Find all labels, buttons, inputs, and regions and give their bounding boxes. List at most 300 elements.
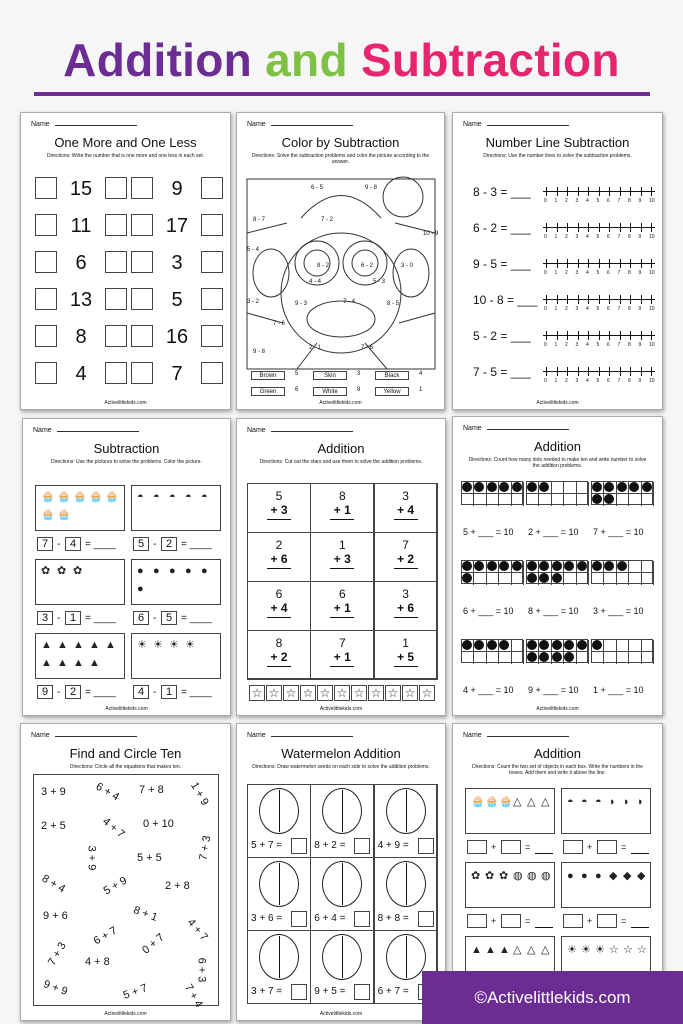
tick-mark	[651, 187, 652, 196]
worksheet-title: Subtraction	[93, 441, 160, 456]
tick-mark	[557, 295, 558, 304]
worksheet-directions: Directions: Draw watermelon seeds on each side to solve the addition problems.	[252, 764, 430, 770]
flower-icon: ✿	[41, 565, 51, 577]
tick-label: 6	[607, 270, 610, 276]
frame-cell	[617, 652, 629, 664]
tick-label: 2	[565, 306, 568, 312]
crayon-number: 5	[295, 371, 299, 377]
sun-icon: ☀	[185, 639, 195, 651]
tick-mark	[620, 187, 621, 196]
tick-label: 4	[586, 342, 589, 348]
tick-label: 10	[649, 306, 655, 312]
equation: 0 + 7	[140, 931, 167, 957]
crayon-label: White	[313, 387, 347, 396]
number-right: 7	[171, 363, 183, 385]
tick-label: 3	[575, 198, 579, 204]
frame-cell	[552, 482, 564, 494]
answer-box	[201, 177, 223, 199]
plus-sign: +	[587, 842, 593, 852]
dot-counter	[487, 482, 497, 492]
tick-mark	[578, 331, 579, 340]
frame-cell	[487, 494, 499, 506]
addend-bottom: + 4	[270, 601, 288, 615]
tree-icon: ▲	[41, 657, 52, 669]
tick-mark	[546, 367, 547, 376]
tree-icon: ▲	[57, 657, 68, 669]
equals-line: = ____	[181, 687, 212, 698]
worksheet-footer: Activelittlekids.com	[319, 1011, 363, 1017]
plus-sign: +	[491, 916, 497, 926]
frame-cell	[564, 494, 576, 506]
star-icon: ☆	[402, 685, 418, 701]
minuend-box: 6	[133, 611, 149, 625]
tick-label: 9	[638, 378, 642, 384]
answer-box	[35, 325, 57, 347]
cupcake-icon: 🧁	[57, 509, 71, 521]
answer-box	[35, 251, 57, 273]
picture-box	[561, 788, 651, 834]
tick-mark	[588, 295, 589, 304]
picture-box	[465, 788, 555, 834]
tick-mark	[567, 223, 568, 232]
tick-label: 9	[638, 270, 642, 276]
tick-label: 2	[565, 234, 568, 240]
equation: 8 + 4	[39, 872, 68, 896]
dot-counter	[462, 482, 472, 492]
tree-icon: ▲	[89, 657, 100, 669]
problem-label: 3 - 2	[247, 299, 260, 305]
tick-label: 0	[544, 342, 547, 348]
dot-counter	[512, 482, 522, 492]
answer-box	[35, 288, 57, 310]
cupcake-icon: 🧁	[89, 491, 103, 503]
tick-label: 7	[617, 306, 621, 312]
tick-mark	[630, 187, 631, 196]
object-icon: 🧁	[499, 796, 513, 808]
tick-label: 7	[617, 270, 621, 276]
star-icon: ☆	[351, 685, 367, 701]
sum-line	[330, 617, 354, 618]
answer-box	[354, 984, 370, 1000]
tick-mark	[641, 187, 642, 196]
problem-label: 7 - 4	[343, 299, 356, 305]
worksheet-number-line-subtraction[interactable]	[452, 112, 663, 410]
tick-label: 3	[575, 234, 579, 240]
addend-top: 8	[275, 636, 283, 650]
worksheet-title: Find and Circle Ten	[69, 746, 182, 761]
addition-problem: 3 + 6 =	[251, 913, 283, 924]
addend-top: 7	[338, 636, 346, 650]
worksheet-title: One More and One Less	[54, 135, 197, 150]
tick-mark	[651, 367, 652, 376]
tick-mark	[609, 187, 610, 196]
tick-mark	[609, 259, 610, 268]
addition-problem: 9 + 5 =	[314, 986, 346, 997]
frame-cell	[474, 494, 486, 506]
tick-mark	[557, 331, 558, 340]
tick-label: 3	[575, 306, 579, 312]
tick-label: 5	[596, 198, 600, 204]
make-ten-problem: 9 + ___ = 10	[528, 685, 579, 695]
object-icon: ▲	[471, 944, 482, 956]
minus-sign: -	[153, 613, 157, 624]
number-left: 4	[75, 363, 87, 385]
addend-top: 6	[275, 587, 283, 601]
frame-cell	[629, 640, 641, 652]
subtrahend-box: 1	[161, 685, 177, 699]
tick-label: 2	[565, 378, 568, 384]
addition-problem: 8 + 8 =	[377, 913, 409, 924]
problem-label: 2 - 1	[309, 345, 322, 351]
tick-label: 7	[617, 342, 621, 348]
dot-counter	[577, 561, 587, 571]
title-word-addition: Addition	[63, 34, 253, 86]
object-icon: ◍	[541, 870, 551, 882]
equation: 3 + 9	[41, 786, 66, 798]
number-left: 6	[75, 252, 87, 274]
frame-cell	[499, 652, 511, 664]
object-icon: ◆	[623, 870, 632, 882]
tree-icon: ▲	[73, 639, 84, 651]
tick-mark	[599, 187, 600, 196]
sum-line	[267, 519, 291, 520]
object-icon: ✿	[499, 870, 509, 882]
dot-counter	[592, 561, 602, 571]
answer-box	[105, 251, 127, 273]
crayon-label: Brown	[251, 371, 285, 380]
object-icon: ◓	[567, 796, 574, 808]
object-icon: ☀	[581, 944, 591, 956]
tick-label: 10	[649, 198, 655, 204]
tick-mark	[557, 367, 558, 376]
worksheet-title: Addition	[534, 439, 581, 454]
frame-cell	[642, 652, 654, 664]
addition-problem: 3 + 7 =	[251, 986, 283, 997]
tick-label: 6	[607, 198, 610, 204]
tick-label: 1	[554, 270, 558, 276]
apple-icon: ●	[153, 565, 160, 577]
addend-bottom: + 1	[333, 503, 351, 517]
star-icon: ☆	[283, 685, 299, 701]
answer-box	[131, 325, 153, 347]
addend-bottom: + 6	[270, 552, 288, 566]
tree-icon: ▲	[73, 657, 84, 669]
dot-counter	[592, 482, 602, 492]
worksheet-directions: Directions: Use the pictures to solve the problems. Color the picture.	[51, 459, 202, 465]
problem-label: 4 - 4	[309, 279, 322, 285]
subtraction-problem: 8 - 3 = ___	[473, 185, 531, 199]
tick-label: 4	[586, 378, 589, 384]
worksheet-footer: Activelittlekids.com	[319, 706, 363, 712]
crayon-label: Black	[375, 371, 409, 380]
cupcake-icon: 🧁	[41, 491, 55, 503]
minuend-box: 7	[37, 537, 53, 551]
equation: 5 + 7	[121, 982, 150, 1002]
problem-label: 8 - 7	[253, 217, 266, 223]
subtraction-problem: 5 - 2 = ___	[473, 329, 531, 343]
subtrahend-box: 5	[161, 611, 177, 625]
answer-line	[535, 853, 553, 854]
tick-label: 9	[638, 234, 642, 240]
equation: 9 + 9	[41, 978, 70, 998]
tick-mark	[567, 259, 568, 268]
frame-cell	[617, 640, 629, 652]
dot-counter	[642, 482, 652, 492]
frame-cell	[577, 573, 589, 585]
make-ten-problem: 3 + ___ = 10	[593, 606, 644, 616]
tick-mark	[620, 331, 621, 340]
frame-cell	[462, 652, 474, 664]
answer-box	[354, 838, 370, 854]
tick-label: 6	[607, 234, 610, 240]
object-icon: ●	[595, 870, 602, 882]
tick-label: 2	[565, 198, 568, 204]
tick-mark	[599, 259, 600, 268]
addend-bottom: + 1	[333, 650, 351, 664]
dot-counter	[552, 561, 562, 571]
answer-line	[535, 927, 553, 928]
tick-label: 10	[649, 234, 655, 240]
tick-mark	[557, 223, 558, 232]
tick-label: 7	[617, 234, 621, 240]
equation: 7 + 4	[181, 982, 205, 1010]
frame-cell	[604, 573, 616, 585]
object-icon: ◆	[609, 870, 618, 882]
tick-mark	[588, 223, 589, 232]
tick-label: 4	[586, 270, 589, 276]
object-icon: ✿	[485, 870, 495, 882]
tick-mark	[546, 295, 547, 304]
frame-cell	[577, 494, 589, 506]
equation: 4 + 8	[85, 956, 110, 968]
object-icon: ☆	[623, 944, 633, 956]
tick-mark	[578, 223, 579, 232]
equation: 3 + 9	[85, 845, 98, 871]
number-left: 11	[70, 215, 92, 237]
apple-icon: ●	[169, 565, 176, 577]
tick-label: 10	[649, 342, 655, 348]
tick-label: 5	[596, 306, 600, 312]
problem-label: 8 - 5	[387, 301, 400, 307]
tick-mark	[651, 295, 652, 304]
tick-label: 10	[649, 270, 655, 276]
plus-sign: +	[587, 916, 593, 926]
worksheet-color-by-subtraction[interactable]	[236, 112, 445, 410]
problem-label: 6 - 2	[361, 263, 374, 269]
apple-icon: ●	[201, 565, 208, 577]
addend-bottom: + 2	[397, 552, 415, 566]
tick-mark	[578, 259, 579, 268]
equation: 7 + 8	[139, 784, 164, 796]
tree-icon: ▲	[41, 639, 52, 651]
tick-mark	[588, 259, 589, 268]
sun-icon: ☀	[153, 639, 163, 651]
title-word-subtraction: Subtraction	[360, 34, 620, 86]
watermelon-divider	[342, 863, 343, 905]
worksheet-title: Color by Subtraction	[281, 135, 400, 150]
answer-box	[201, 288, 223, 310]
tick-label: 6	[607, 306, 610, 312]
frame-cell	[564, 482, 576, 494]
problem-label: 9 - 3	[295, 301, 308, 307]
tick-mark	[599, 331, 600, 340]
tick-label: 4	[586, 306, 589, 312]
title-underline	[34, 92, 650, 96]
minus-sign: -	[153, 687, 157, 698]
answer-line	[631, 927, 649, 928]
object-icon: △	[527, 796, 536, 808]
cupcake-icon: 🧁	[105, 491, 119, 503]
object-icon: ●	[567, 870, 574, 882]
monkey-coloring-picture	[237, 113, 445, 410]
tick-mark	[630, 367, 631, 376]
object-icon: ●	[581, 870, 588, 882]
site-watermark-badge[interactable]: ©Activelittlekids.com	[422, 971, 683, 1024]
watermelon-divider	[342, 790, 343, 832]
tick-mark	[641, 223, 642, 232]
answer-line	[631, 853, 649, 854]
dot-counter	[552, 652, 562, 662]
addend-top: 8	[338, 489, 346, 503]
sum-line	[330, 666, 354, 667]
addend-top: 3	[402, 587, 409, 601]
tick-mark	[567, 295, 568, 304]
worksheet-one-more-one-less[interactable]	[20, 112, 231, 410]
equals-line: = ____	[85, 687, 116, 698]
dot-counter	[577, 640, 587, 650]
tick-mark	[588, 367, 589, 376]
worksheet-watermelon-addition[interactable]	[236, 723, 446, 1021]
frame-cell	[474, 652, 486, 664]
answer-box	[201, 325, 223, 347]
name-line: Name	[247, 121, 353, 128]
frame-cell	[592, 573, 604, 585]
worksheet-addition-ten-frames[interactable]	[452, 416, 663, 716]
tick-mark	[578, 187, 579, 196]
sum-line	[330, 568, 354, 569]
worksheet-subtraction-pictures[interactable]	[22, 418, 231, 716]
answer-box	[418, 911, 434, 927]
frame-cell	[617, 494, 629, 506]
watermelon-icon: ◓	[153, 491, 160, 503]
tick-label: 5	[596, 378, 600, 384]
answer-box	[105, 288, 127, 310]
tick-mark	[630, 259, 631, 268]
answer-box	[467, 840, 487, 854]
tick-mark	[620, 367, 621, 376]
worksheet-title: Watermelon Addition	[281, 746, 401, 761]
worksheet-find-and-circle-ten[interactable]	[20, 723, 231, 1021]
dot-counter	[462, 573, 472, 583]
tick-mark	[588, 331, 589, 340]
dot-counter	[527, 640, 537, 650]
object-icon: ◓	[595, 796, 602, 808]
object-icon: ◗	[609, 796, 616, 808]
object-icon: ◍	[527, 870, 537, 882]
number-left: 15	[69, 178, 93, 200]
star-icon: ☆	[385, 685, 401, 701]
object-icon: ▲	[499, 944, 510, 956]
tick-mark	[578, 367, 579, 376]
answer-box	[201, 214, 223, 236]
addend-bottom: + 3	[333, 552, 351, 566]
object-icon: ◆	[637, 870, 646, 882]
answer-box	[131, 214, 153, 236]
make-ten-problem: 7 + ___ = 10	[593, 527, 644, 537]
frame-cell	[512, 573, 524, 585]
name-line: Name	[247, 427, 353, 434]
number-right: 17	[165, 215, 189, 237]
minuend-box: 5	[133, 537, 149, 551]
worksheet-footer: Activelittlekids.com	[104, 400, 147, 406]
answer-box	[201, 362, 223, 384]
equals-sign: =	[621, 916, 627, 926]
answer-box	[105, 177, 127, 199]
tick-label: 8	[628, 270, 631, 276]
flower-icon: ✿	[73, 565, 83, 577]
frame-cell	[474, 573, 486, 585]
worksheet-addition-stars[interactable]	[236, 418, 446, 716]
frame-cell	[512, 640, 524, 652]
problem-label: 3 - 0	[401, 263, 414, 269]
frame-cell	[552, 494, 564, 506]
problem-label: 5 - 3	[373, 279, 386, 285]
tick-label: 1	[554, 234, 558, 240]
worksheet-directions: Directions: Cut out the stars and use them to solve the addition problems.	[259, 459, 423, 465]
name-line: Name	[247, 732, 353, 739]
answer-box	[131, 177, 153, 199]
dot-counter	[617, 482, 627, 492]
name-line: Name	[33, 427, 139, 434]
answer-box	[131, 362, 153, 384]
object-icon: △	[513, 796, 522, 808]
apple-icon: ●	[137, 583, 144, 595]
equals-line: = ____	[181, 539, 212, 550]
worksheet-footer: Activelittlekids.com	[104, 1011, 147, 1017]
tick-label: 1	[554, 306, 558, 312]
answer-box	[291, 984, 307, 1000]
tick-mark	[630, 223, 631, 232]
star-icon: ☆	[249, 685, 265, 701]
addition-problem: 5 + 7 =	[251, 840, 283, 851]
equation: 8 + 1	[131, 904, 160, 924]
sum-line	[267, 666, 291, 667]
frame-cell	[564, 573, 576, 585]
dot-counter	[617, 561, 627, 571]
tick-label: 3	[575, 342, 579, 348]
frame-cell	[642, 494, 654, 506]
minus-sign: -	[57, 687, 61, 698]
crayon-number: 4	[419, 371, 423, 377]
equals-sign: =	[621, 842, 627, 852]
equation: 4 + 7	[100, 815, 127, 841]
watermelon-divider	[406, 790, 407, 832]
tick-label: 8	[628, 306, 631, 312]
object-icon: △	[513, 944, 522, 956]
worksheet-directions: Directions: Write the number that is one more and one less in each set.	[46, 153, 205, 159]
object-icon: ▲	[485, 944, 496, 956]
sun-icon: ☀	[169, 639, 179, 651]
page-title	[0, 32, 683, 88]
answer-box	[201, 251, 223, 273]
answer-box	[418, 838, 434, 854]
worksheet-footer: Activelittlekids.com	[319, 400, 362, 406]
make-ten-problem: 5 + ___ = 10	[463, 527, 514, 537]
dot-counter	[462, 640, 472, 650]
tick-label: 7	[617, 378, 621, 384]
make-ten-problem: 6 + ___ = 10	[463, 606, 514, 616]
tick-label: 1	[554, 378, 558, 384]
